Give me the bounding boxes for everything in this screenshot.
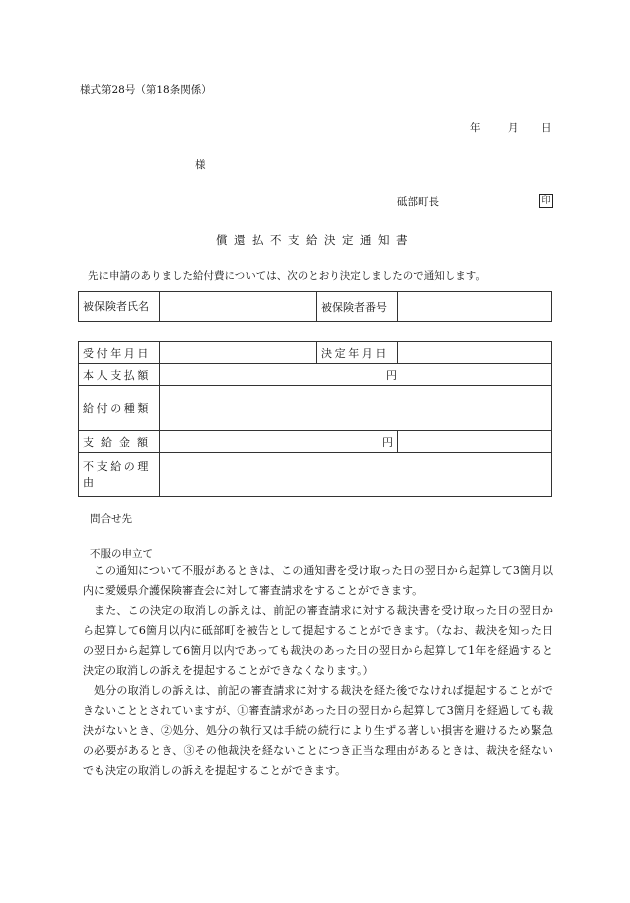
insured-table bbox=[78, 291, 552, 322]
decision-date-cell bbox=[398, 342, 552, 364]
receipt-date-cell bbox=[160, 342, 317, 364]
issuer-name: 砥部町長 bbox=[397, 196, 439, 208]
intro-text: 先に申請のありました給付費については、次のとおり決定しましたので通知します。 bbox=[88, 270, 486, 282]
payment-amount-unit: 円 bbox=[382, 435, 393, 449]
payment-amount-cell bbox=[160, 431, 398, 453]
appeal-paragraph-3: 処分の取消しの訴えは、前記の審査請求に対する裁決を経た後でなければ提起することができないこととされていますが、①審査請求があった日の翌日から起算して3箇月を経過しても裁決がないとき、②処分、処分の執行又は手続の続行により生ずる著しい損害を避けるため緊急の必要があるとき、③その他裁決を経ないことにつき正当な理由があるときは、裁決を経ないでも決定の取消しの訴えを提起することができます。 bbox=[83, 684, 553, 777]
decision-table bbox=[78, 341, 552, 497]
reason-label: 不支給の理由 bbox=[79, 453, 160, 497]
payment-amount-label: 支給金額 bbox=[79, 431, 160, 453]
date-day-label: 日 bbox=[541, 122, 552, 134]
self-payment-unit: 円 bbox=[386, 368, 397, 382]
appeal-heading: 不服の申立て bbox=[90, 548, 153, 560]
form-number: 様式第28号（第18条関係） bbox=[80, 84, 212, 96]
benefit-type-cell bbox=[160, 386, 552, 431]
insured-name-label: 被保険者氏名 bbox=[79, 292, 160, 322]
date-year-label: 年 bbox=[470, 122, 481, 134]
reason-cell bbox=[160, 453, 552, 497]
decision-date-label: 決定年月日 bbox=[317, 342, 398, 364]
receipt-date-label: 受付年月日 bbox=[79, 342, 160, 364]
benefit-type-label: 給付の種類 bbox=[79, 386, 160, 431]
insured-name-cell bbox=[160, 292, 317, 322]
payment-amount-extra-cell bbox=[398, 431, 552, 453]
self-payment-label: 本人支払額 bbox=[79, 364, 160, 386]
addressee-suffix: 様 bbox=[195, 159, 206, 171]
self-payment-cell bbox=[160, 364, 552, 386]
appeal-body bbox=[83, 561, 553, 781]
appeal-paragraph-1: この通知について不服があるときは、この通知書を受け取った日の翌日から起算して3箇月以内に愛媛県介護保険審査会に対して審査請求をすることができます。 bbox=[83, 564, 553, 597]
contact-label: 問合せ先 bbox=[90, 513, 132, 525]
insured-number-cell bbox=[398, 292, 552, 322]
document-title: 償還払不支給決定通知書 bbox=[216, 233, 414, 247]
date-month-label: 月 bbox=[508, 122, 519, 134]
appeal-paragraph-2: また、この決定の取消しの訴えは、前記の審査請求に対する裁決書を受け取った日の翌日から起算して6箇月以内に砥部町を被告として提起することができます。（なお、裁決を知った日の翌日から起算して6箇月以内であっても裁決のあった日の翌日から起算して1年を経過すると決定の取消しの訴えを提起することができなくなります。） bbox=[83, 604, 553, 677]
insured-number-label: 被保険者番号 bbox=[317, 292, 398, 322]
seal-stamp: 印 bbox=[539, 194, 553, 208]
